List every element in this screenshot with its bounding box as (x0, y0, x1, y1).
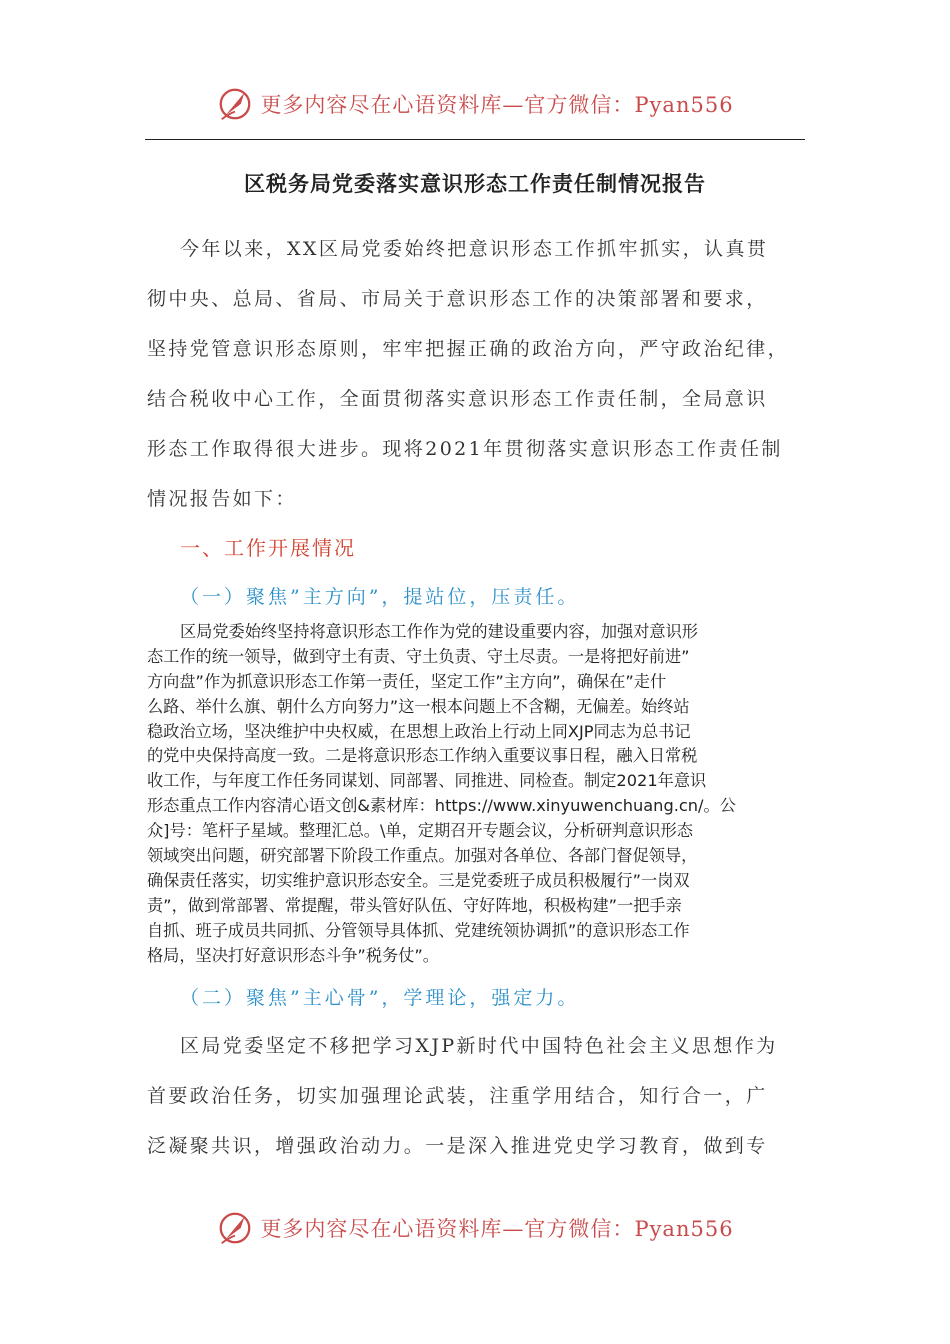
subsection-heading: （一）聚焦”主方向”，提站位，压责任。 (180, 586, 580, 608)
document-title: 区税务局党委落实意识形态工作责任制情况报告 (244, 172, 706, 196)
footer-banner (0, 1204, 950, 1252)
intro-line: 今年以来，XX区局党委始终把意识形态工作抓牢抓实，认真贯 (180, 238, 769, 260)
body-line: 收工作，与年度工作任务同谋划、同部署、同推进、同检查。制定2021年意识 (147, 771, 707, 791)
body-line: 泛凝聚共识，增强政治动力。一是深入推进党史学习教育，做到专 (147, 1135, 768, 1157)
body-line: 态工作的统一领导，做到守土有责、守土负责、守土尽责。一是将把好前进” (147, 646, 690, 666)
wechat-id: Pyan556 (634, 1217, 734, 1241)
body-line: 确保责任落实，切实维护意识形态安全。三是党委班子成员积极履行”一岗双 (147, 870, 690, 890)
intro-line: 情况报告如下： (147, 488, 297, 510)
body-line: 么路、举什么旗、朝什么方向努力”这一根本问题上不含糊，无偏差。始终站 (147, 696, 690, 716)
body-line: 首要政治任务，切实加强理论武装，注重学用结合，知行合一，广 (147, 1085, 768, 1107)
banner-text: 更多内容尽在心语资料库—官方微信：Pyan556 (260, 1217, 734, 1241)
body-line: 方向盘”作为抓意识形态工作第一责任，坚定工作”主方向”，确保在”走什 (147, 671, 667, 691)
subsection-1-body (147, 620, 815, 968)
body-line: 领域突出问题，研究部署下阶段工作重点。加强对各单位、各部门督促领导， (147, 846, 698, 866)
header-banner (0, 80, 950, 128)
intro-line: 坚持党管意识形态原则，牢牢把握正确的政治方向，严守政治纪律， (147, 338, 790, 360)
body-line: 形态重点工作内容清心语文创&素材库：https://www.xinyuwenchuang.cn/。公 (147, 796, 736, 816)
body-line: 众]号：笔杆子星域。整理汇总。\单，定期召开专题会议，分析研判意识形态 (147, 821, 693, 841)
quill-logo-icon (216, 1209, 254, 1247)
body-line: 区局党委始终坚持将意识形态工作作为党的建设重要内容，加强对意识形 (180, 622, 698, 641)
body-line: 自抓、班子成员共同抓、分管领导具体抓、党建统领协调抓”的意识形态工作 (147, 920, 690, 940)
intro-line: 结合税收中心工作，全面贯彻落实意识形态工作责任制，全局意识 (147, 388, 768, 410)
banner-text: 更多内容尽在心语资料库—官方微信：Pyan556 (260, 93, 734, 117)
body-line: 区局党委坚定不移把学习XJP新时代中国特色社会主义思想作为 (180, 1035, 778, 1057)
body-line: 格局，坚决打好意识形态斗争”税务仗”。 (147, 945, 439, 965)
wechat-id: Pyan556 (634, 93, 734, 117)
subsection-heading: （二）聚焦”主心骨”，学理论，强定力。 (180, 987, 580, 1009)
header-divider (145, 139, 805, 140)
intro-line: 彻中央、总局、省局、市局关于意识形态工作的决策部署和要求， (147, 288, 768, 310)
body-line: 稳政治立场，坚决维护中央权威，在思想上政治上行动上同XJP同志为总书记 (147, 721, 691, 741)
section-heading: 一、工作开展情况 (180, 536, 356, 560)
intro-line: 形态工作取得很大进步。现将2021年贯彻落实意识形态工作责任制 (147, 438, 783, 460)
quill-logo-icon (216, 85, 254, 123)
body-line: 责”，做到常部署、常提醒，带头管好队伍、守好阵地，积极构建”一把手亲 (147, 895, 682, 915)
body-line: 的党中央保持高度一致。二是将意识形态工作纳入重要议事日程，融入日常税 (147, 746, 698, 766)
